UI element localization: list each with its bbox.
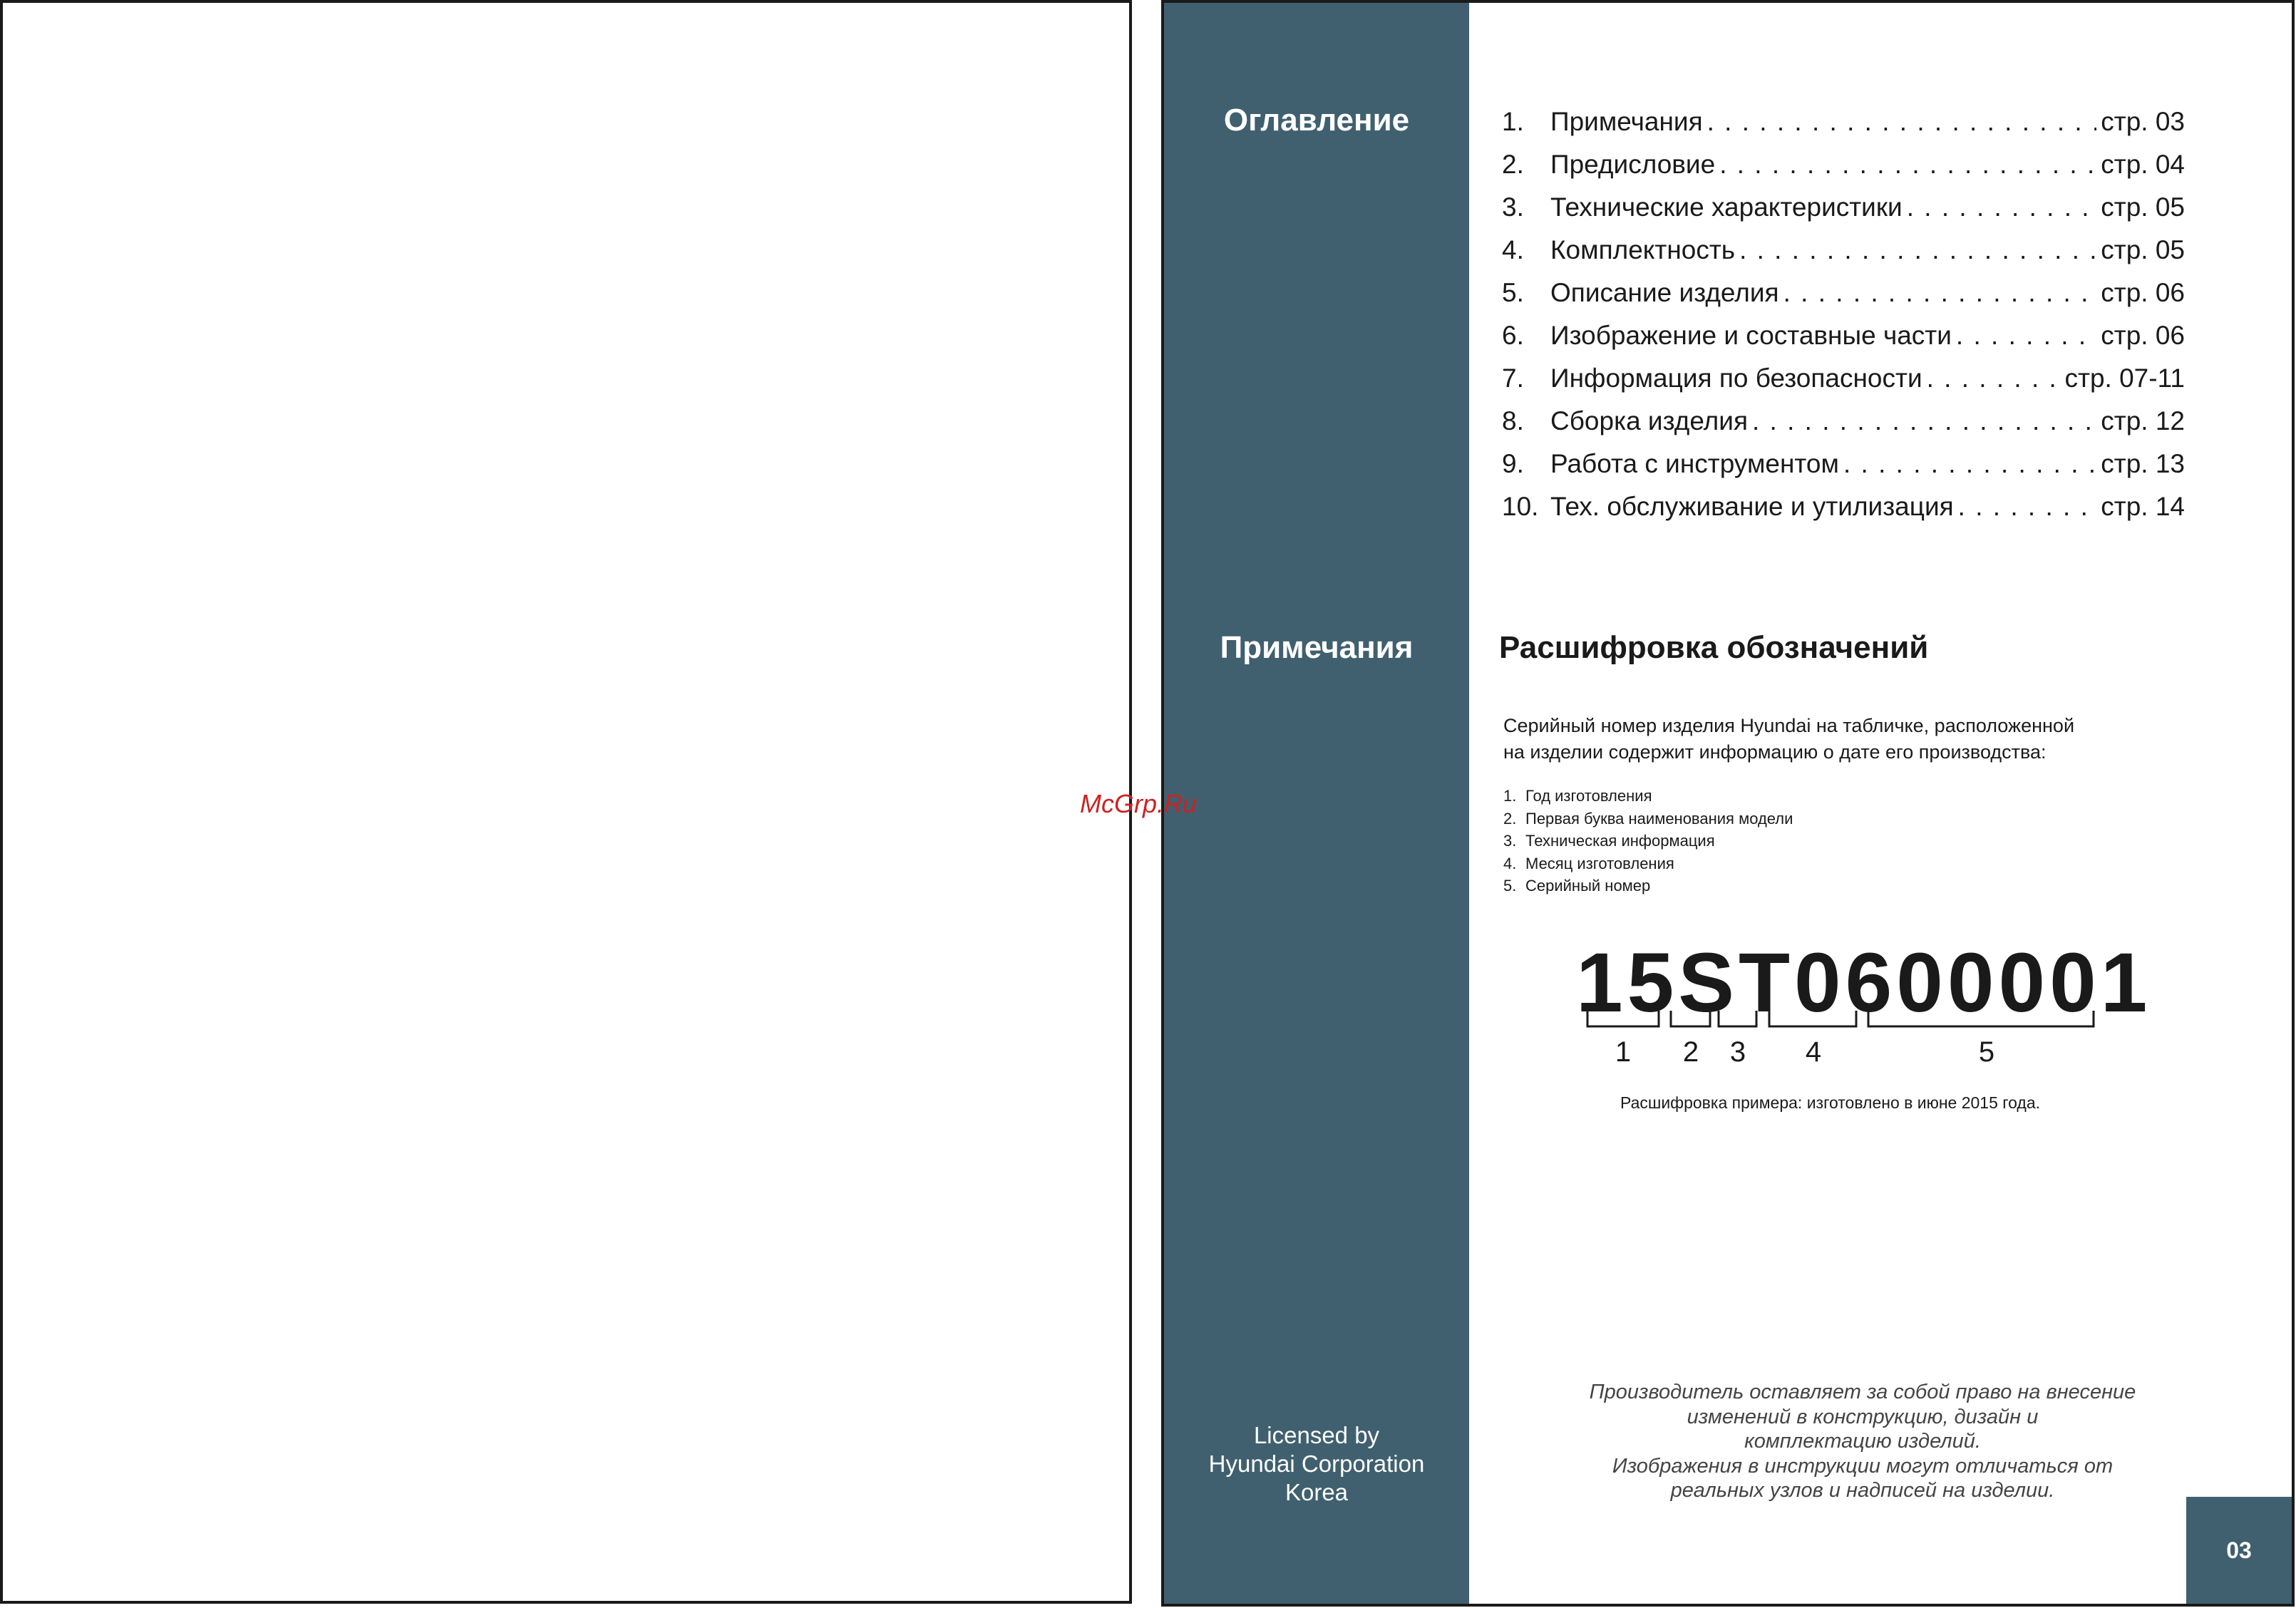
toc-number: 1. [1502, 107, 1524, 136]
toc-number: 9. [1502, 449, 1524, 478]
legend-item [1503, 808, 1793, 830]
segment-label: 5 [1978, 1036, 1995, 1068]
toc-entry[interactable] [1502, 107, 2185, 150]
toc-leader [1927, 364, 2061, 393]
legend-item [1503, 852, 1793, 875]
toc-title: Информация по безопасности [1550, 364, 1922, 393]
toc-number: 7. [1502, 364, 1524, 393]
legend-text: Год изготовления [1525, 787, 1652, 805]
toc-page: стр. 14 [2101, 492, 2185, 521]
toc-page: стр. 05 [2101, 235, 2185, 264]
legend-number: 4. [1503, 854, 1517, 872]
toc-page: стр. 06 [2101, 278, 2185, 307]
legend-text: Серийный номер [1525, 877, 1651, 895]
toc-page: стр. 07-11 [2064, 364, 2185, 393]
toc-title: Примечания [1550, 107, 1703, 136]
legend-number: 5. [1503, 877, 1517, 895]
disclaimer-line: Производитель оставляет за собой право на внесение [1589, 1381, 2136, 1403]
toc-title: Комплектность [1550, 235, 1736, 264]
legend-item [1503, 785, 1793, 808]
toc-number: 8. [1502, 406, 1524, 436]
intro-line: Серийный номер изделия Hyundai на табличке, расположенной [1503, 715, 2075, 736]
legend-text: Первая буква наименования модели [1525, 809, 1793, 828]
toc-title: Сборка изделия [1550, 406, 1748, 436]
license-line: Hyundai Corporation [1208, 1450, 1425, 1477]
toc-entry[interactable] [1502, 150, 2185, 192]
toc-leader [1958, 492, 2097, 522]
toc-leader [1843, 449, 2096, 479]
legend-number: 1. [1503, 787, 1517, 805]
toc-leader [1739, 235, 2096, 265]
toc-entry[interactable] [1502, 321, 2185, 364]
intro-line: на изделии содержит информацию о дате его производства: [1503, 741, 2047, 763]
toc-page: стр. 06 [2101, 321, 2185, 350]
license-line: Licensed by [1253, 1422, 1380, 1448]
toc-leader [1719, 150, 2096, 180]
toc-number: 5. [1502, 278, 1524, 307]
toc-leader [1707, 107, 2097, 137]
intro-paragraph [1503, 713, 2145, 766]
toc-entry[interactable] [1502, 449, 2185, 492]
legend-number: 2. [1503, 809, 1517, 828]
legend-item [1503, 830, 1793, 852]
toc-page: стр. 05 [2101, 192, 2185, 222]
toc-page: стр. 13 [2101, 449, 2185, 478]
disclaimer-line: Изображения в инструкции могут отличаться от [1612, 1454, 2114, 1478]
toc-entry[interactable] [1502, 235, 2185, 278]
decoding-heading: Расшифровка обозначений [1499, 630, 1929, 665]
toc-leader [1907, 192, 2097, 222]
legend-item [1503, 875, 1793, 897]
segment-label: 3 [1729, 1036, 1746, 1068]
toc-title: Изображение и составные части [1550, 321, 1952, 350]
license-line: Korea [1285, 1479, 1349, 1505]
toc-page: стр. 03 [2101, 107, 2185, 136]
toc-number: 4. [1502, 235, 1524, 264]
toc-leader [1752, 406, 2096, 436]
watermark: McGrp.Ru [1080, 789, 1198, 818]
toc-leader [1783, 278, 2097, 308]
notes-sidebar-title: Примечания [1220, 630, 1414, 665]
sidebar [1164, 3, 1469, 1604]
serial-number-example: 15ST0600001 [1576, 936, 2152, 1030]
toc-page: стр. 04 [2101, 150, 2185, 179]
toc-number: 2. [1502, 150, 1524, 179]
toc-title: Тех. обслуживание и утилизация [1550, 492, 1954, 521]
toc-number: 10. [1502, 492, 1539, 521]
example-caption: Расшифровка примера: изготовлено в июне 2015 года. [1620, 1093, 2041, 1112]
legend-text: Месяц изготовления [1525, 854, 1674, 872]
disclaimer-line: комплектацию изделий. [1744, 1430, 1981, 1453]
toc-entry[interactable] [1502, 492, 2185, 535]
toc-page: стр. 12 [2101, 406, 2185, 436]
manufacturer-disclaimer [1542, 1380, 2183, 1503]
serial-legend [1503, 785, 1793, 897]
toc-entry[interactable] [1502, 192, 2185, 235]
toc-title: Технические характеристики [1550, 192, 1903, 222]
left-blank-page [0, 0, 1132, 1604]
segment-label: 4 [1805, 1036, 1822, 1068]
right-page [1161, 0, 2295, 1607]
toc-entry[interactable] [1502, 278, 2185, 321]
disclaimer-line: реальных узлов и надписей на изделии. [1670, 1479, 2055, 1502]
legend-text: Техническая информация [1525, 832, 1715, 850]
toc-title: Описание изделия [1550, 278, 1779, 307]
toc-entry[interactable] [1502, 406, 2185, 449]
toc-title: Предисловие [1550, 150, 1716, 179]
disclaimer-line: изменений в конструкцию, дизайн и [1687, 1405, 2039, 1428]
legend-number: 3. [1503, 832, 1517, 850]
toc-entry[interactable] [1502, 364, 2185, 406]
toc-leader [1956, 321, 2096, 351]
page-number-badge: 03 [2186, 1497, 2292, 1604]
toc-number: 3. [1502, 192, 1524, 222]
toc-number: 6. [1502, 321, 1524, 350]
table-of-contents [1502, 107, 2185, 535]
license-text [1164, 1421, 1469, 1507]
toc-title: Работа с инструментом [1550, 449, 1839, 478]
segment-label: 1 [1615, 1036, 1632, 1068]
segment-label: 2 [1682, 1036, 1699, 1068]
toc-sidebar-title: Оглавление [1223, 103, 1410, 138]
